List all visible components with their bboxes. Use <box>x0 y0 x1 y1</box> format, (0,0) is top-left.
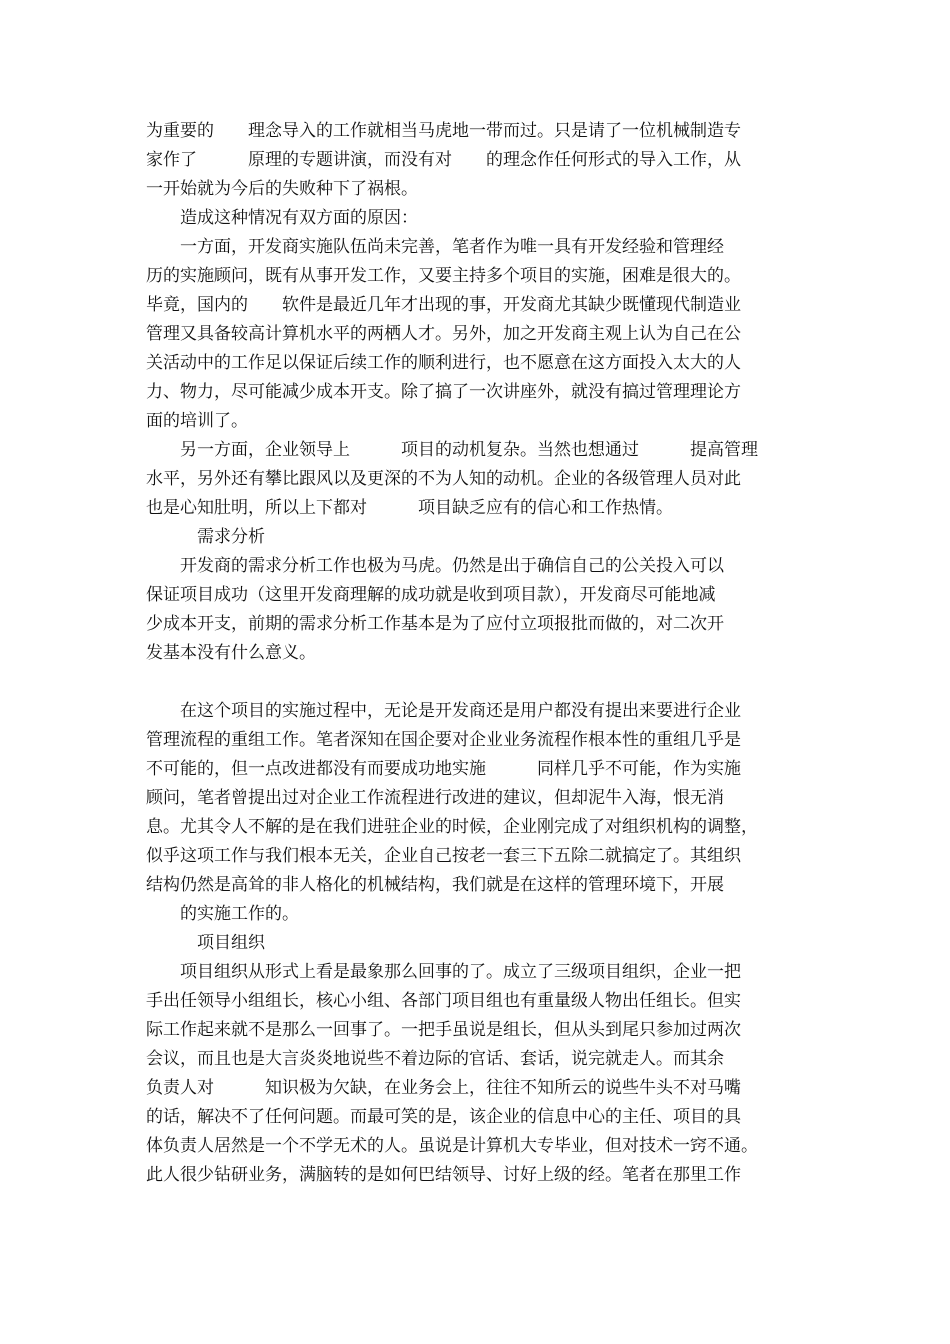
text-line: 关活动中的工作足以保证后续工作的顺利进行，也不愿意在这方面投入太大的人 <box>146 353 741 373</box>
text-line: 也是心知肚明，所以上下都对 项目缺乏应有的信心和工作热情。 <box>146 498 673 518</box>
text-line: 手出任领导小组组长，核心小组、各部门项目组也有重量级人物出任组长。但实 <box>146 991 741 1011</box>
text-line: 似乎这项工作与我们根本无关，企业自己按老一套三下五除二就搞定了。其组织 <box>146 846 741 866</box>
section-heading: 项目组织 <box>146 933 265 953</box>
text-line: 少成本开支，前期的需求分析工作基本是为了应付立项报批而做的，对二次开 <box>146 614 724 634</box>
text-line: 一方面，开发商实施队伍尚未完善，笔者作为唯一具有开发经验和管理经 <box>146 237 724 257</box>
text-line: 毕竟，国内的 软件是最近几年才出现的事，开发商尤其缺少既懂现代制造业 <box>146 295 741 315</box>
text-line: 家作了 原理的专题讲演，而没有对 的理念作任何形式的导入工作，从 <box>146 150 741 170</box>
text-line: 发基本没有什么意义。 <box>146 643 316 663</box>
text-line: 力、物力，尽可能减少成本开支。除了搞了一次讲座外，就没有搞过管理理论方 <box>146 382 741 402</box>
text-line: 水平，另外还有攀比跟风以及更深的不为人知的动机。企业的各级管理人员对此 <box>146 469 741 489</box>
text-line: 管理流程的重组工作。笔者深知在国企要对企业业务流程作根本性的重组几乎是 <box>146 730 741 750</box>
text-line: 保证项目成功（这里开发商理解的成功就是收到项目款），开发商尽可能地减 <box>146 585 716 605</box>
text-line: 另一方面，企业领导上 项目的动机复杂。当然也想通过 提高管理 <box>146 440 758 460</box>
text-line: 一开始就为今后的失败种下了祸根。 <box>146 179 418 199</box>
text-line: 此人很少钻研业务，满脑转的是如何巴结领导、讨好上级的经。笔者在那里工作 <box>146 1165 741 1185</box>
text-line: 会议，而且也是大言炎炎地说些不着边际的官话、套话，说完就走人。而其余 <box>146 1049 724 1069</box>
text-line: 不可能的，但一点改进都没有而要成功地实施 同样几乎不可能，作为实施 <box>146 759 741 779</box>
text-line: 的话，解决不了任何问题。而最可笑的是，该企业的信息中心的主任、项目的具 <box>146 1107 741 1127</box>
text-line: 项目组织从形式上看是最象那么回事的了。成立了三级项目组织，企业一把 <box>146 962 741 982</box>
text-line: 开发商的需求分析工作也极为马虎。仍然是出于确信自己的公关投入可以 <box>146 556 724 576</box>
text-line: 际工作起来就不是那么一回事了。一把手虽说是组长，但从头到尾只参加过两次 <box>146 1020 741 1040</box>
text-line: 负责人对 知识极为欠缺，在业务会上，往往不知所云的说些牛头不对马嘴 <box>146 1078 741 1098</box>
text-line: 体负责人居然是一个不学无术的人。虽说是计算机大专毕业，但对技术一窍不通。 <box>146 1136 758 1156</box>
text-line: 造成这种情况有双方面的原因： <box>146 208 418 228</box>
text-line: 在这个项目的实施过程中，无论是开发商还是用户都没有提出来要进行企业 <box>146 701 741 721</box>
text-line: 息。尤其令人不解的是在我们进驻企业的时候，企业刚完成了对组织机构的调整， <box>146 817 758 837</box>
text-line: 顾问，笔者曾提出过对企业工作流程进行改进的建议，但却泥牛入海，恨无消 <box>146 788 724 808</box>
text-line: 面的培训了。 <box>146 411 248 431</box>
section-heading: 需求分析 <box>146 527 265 547</box>
text-line: 管理又具备较高计算机水平的两栖人才。另外，加之开发商主观上认为自己在公 <box>146 324 741 344</box>
text-line: 的实施工作的。 <box>146 904 299 924</box>
text-line: 为重要的 理念导入的工作就相当马虎地一带而过。只是请了一位机械制造专 <box>146 121 741 141</box>
text-line: 历的实施顾问，既有从事开发工作，又要主持多个项目的实施，困难是很大的。 <box>146 266 741 286</box>
text-line: 结构仍然是高耸的非人格化的机械结构，我们就是在这样的管理环境下，开展 <box>146 875 724 895</box>
